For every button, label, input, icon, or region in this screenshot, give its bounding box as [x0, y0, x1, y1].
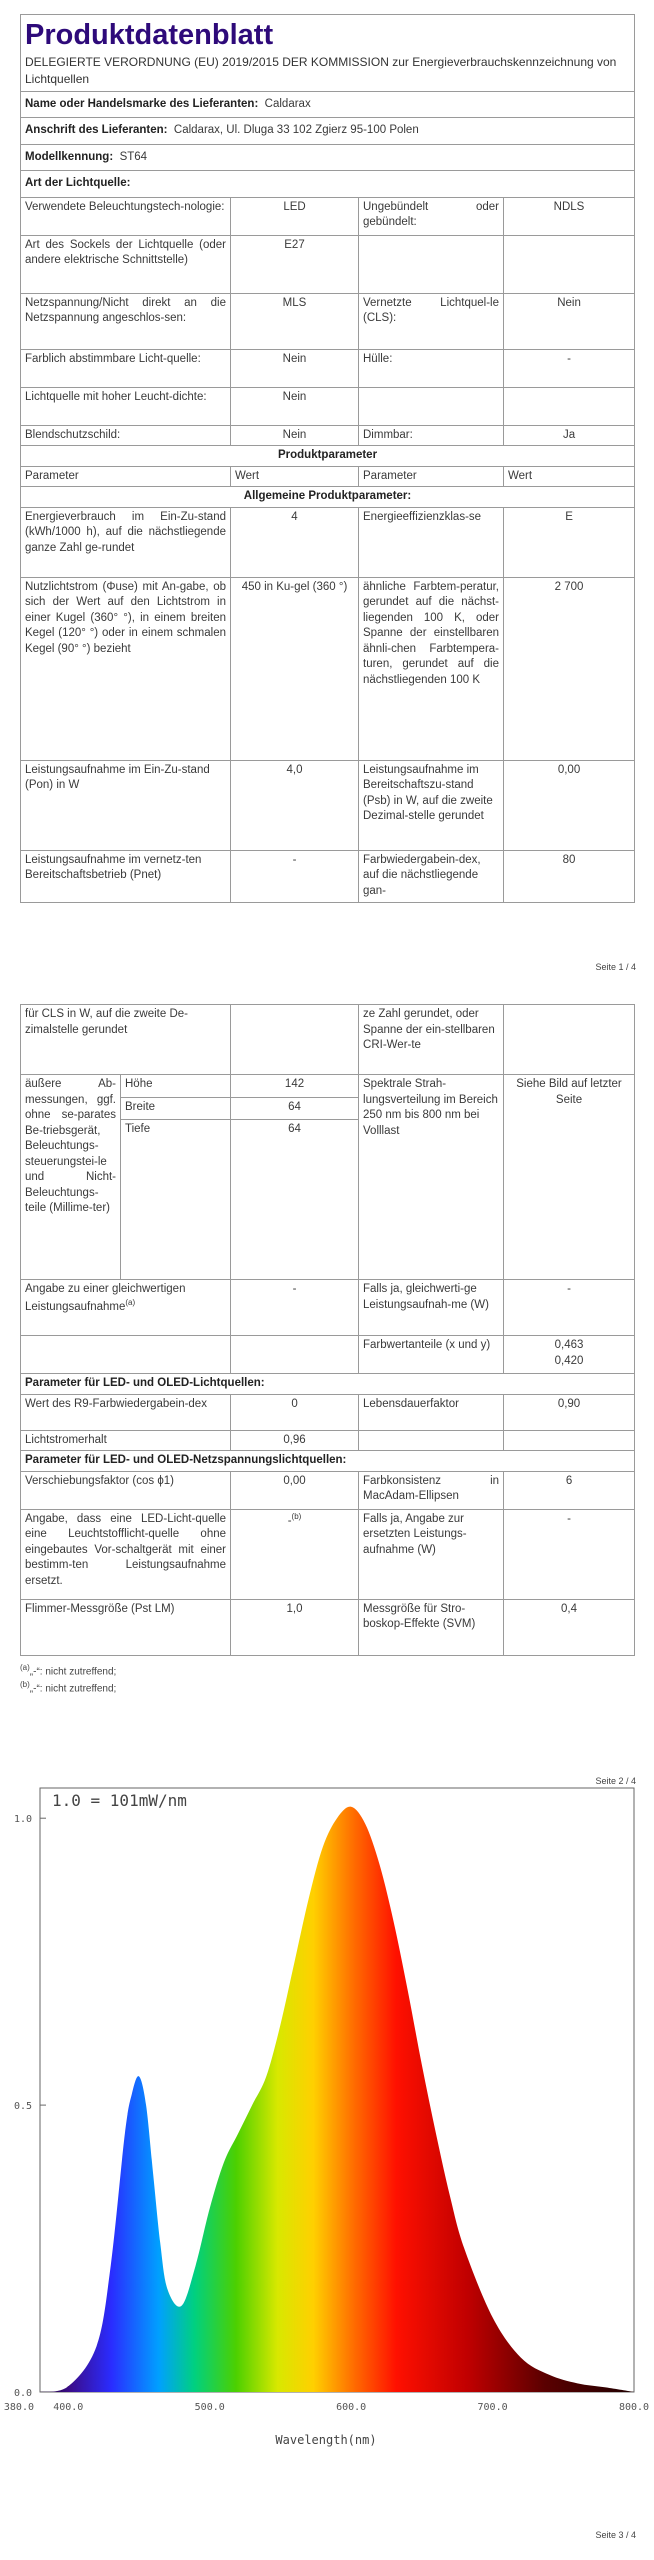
model-label: Modellkennung:: [25, 150, 114, 163]
row-value: E27: [231, 235, 359, 293]
row-value: 0,00: [504, 760, 635, 850]
row-value: 1,0: [231, 1599, 359, 1655]
y-tick-label: 1.0: [14, 1814, 33, 1826]
row-label: Verwendete Beleuchtungstech-nologie:: [21, 197, 231, 235]
table-row: [21, 1394, 635, 1430]
row-label: Leistungsaufnahme im Ein-Zu-stand (Pon) in W: [21, 760, 231, 850]
page-number: Seite 2 / 4: [595, 1776, 636, 1786]
row-value: 6: [504, 1471, 635, 1509]
supplier-name-row: [21, 91, 635, 118]
row-label: Lichtstromerhalt: [21, 1430, 231, 1451]
x-tick-label: 400.0: [53, 2402, 84, 2413]
supplier-address-row: [21, 118, 635, 145]
row-value: Nein: [231, 425, 359, 446]
led-params-heading: Parameter für LED- und OLED-Lichtquellen:: [21, 1374, 635, 1395]
row-label: ze Zahl gerundet, oder Spanne der ein-stellbaren CRI-Wer-te: [359, 1005, 504, 1075]
x-tick-label: 500.0: [194, 2402, 225, 2413]
y-tick-label: 0.5: [14, 2101, 33, 2113]
row-value: [231, 1005, 359, 1075]
general-params-heading: Allgemeine Produktparameter:: [21, 487, 635, 508]
page-number: Seite 3 / 4: [595, 2530, 636, 2540]
datasheet-table-page2: [20, 1004, 635, 1656]
replace-value: -: [287, 1514, 292, 1527]
col-header-value: Wert: [504, 466, 635, 487]
row-label: Energieverbrauch im Ein-Zu-stand (kWh/1000 h), auf die nächstliegende ganze Zahl ge-rundet: [21, 507, 231, 577]
row-value: 4: [231, 507, 359, 577]
x-tick-label: 380.0: [3, 2402, 34, 2413]
table-row: [21, 197, 635, 235]
page-1: [20, 14, 634, 903]
row-value: -: [231, 1280, 359, 1336]
dim-name: Tiefe: [121, 1120, 231, 1280]
row-value: [504, 235, 635, 293]
row-label: Farblich abstimmbare Licht-quelle:: [21, 349, 231, 387]
x-tick-label: 800.0: [618, 2402, 650, 2413]
supplier-name-value: Caldarax: [264, 97, 311, 110]
y-tick-label: 0.0: [14, 2388, 33, 2399]
row-value: [504, 387, 635, 425]
light-source-heading: Art der Lichtquelle:: [21, 171, 635, 198]
footnote-marker: (b): [20, 1679, 30, 1689]
page-number: Seite 1 / 4: [595, 962, 636, 972]
row-label: Leistungsaufnahme im vernetz-ten Bereitschaftsbetrieb (Pnet): [21, 850, 231, 902]
row-value: -: [231, 850, 359, 902]
chart-annotation: 1.0 = 101mW/nm: [52, 1791, 187, 1810]
row-value: 0,90: [504, 1394, 635, 1430]
footnote-a: [20, 1662, 634, 1679]
row-value: 2 700: [504, 577, 635, 760]
mains-params-heading: Parameter für LED- und OLED-Netzspannungslichtquellen:: [21, 1451, 635, 1472]
row-label: Ungebündelt oder gebündelt:: [359, 197, 504, 235]
row-value: NDLS: [504, 197, 635, 235]
row-label: Wert des R9-Farbwiedergabein-dex: [21, 1394, 231, 1430]
row-label: Netzspannung/Nicht direkt an die Netzspannung angeschlos-sen:: [21, 293, 231, 349]
row-value: [504, 1005, 635, 1075]
row-value: 4,0: [231, 760, 359, 850]
row-label: [21, 1280, 231, 1336]
table-row: [21, 1336, 635, 1374]
row-value: Nein: [231, 349, 359, 387]
row-value: LED: [231, 197, 359, 235]
row-value: [231, 1336, 359, 1374]
row-value: 80: [504, 850, 635, 902]
col-header-param: Parameter: [359, 466, 504, 487]
spectrum-chart: [0, 1776, 654, 2456]
row-label: [359, 235, 504, 293]
row-label: Flimmer-Messgröße (Pst LM): [21, 1599, 231, 1655]
table-row: [21, 760, 635, 850]
col-header-value: Wert: [231, 466, 359, 487]
row-label: [21, 1336, 231, 1374]
row-label: Energieeffizienzklas-se: [359, 507, 504, 577]
row-value: -: [504, 1509, 635, 1599]
row-label: Nutzlichtstrom (Φuse) mit An-gabe, ob sich der Wert auf den Lichtstrom in einer Kugel (360° °), in einem breiten Kegel (120° °) oder in einem schmalen Kegel (90° °) bezieht: [21, 577, 231, 760]
footnote-text: „-“: nicht zutreffend;: [29, 1665, 117, 1677]
spectral-value: Siehe Bild auf letzter Seite: [504, 1075, 635, 1280]
table-row: [21, 850, 635, 902]
supplier-address-label: Anschrift des Lieferanten:: [25, 124, 168, 137]
product-params-heading: Produktparameter: [21, 446, 635, 467]
footnote-b: [20, 1679, 634, 1696]
chroma-x: 0,463: [554, 1339, 584, 1351]
table-row: [21, 1509, 635, 1599]
dim-name: Breite: [121, 1097, 231, 1120]
row-label: Verschiebungsfaktor (cos ϕ1): [21, 1471, 231, 1509]
row-label: Falls ja, Angabe zur ersetzten Leistungs-aufnahme (W): [359, 1509, 504, 1599]
row-value: 0,4: [504, 1599, 635, 1655]
footnote-ref: (b): [291, 1511, 302, 1521]
supplier-name-label: Name oder Handelsmarke des Lieferanten:: [25, 97, 259, 110]
x-axis-label: Wavelength(nm): [275, 2433, 377, 2447]
footnote-text: „-“: nicht zutreffend;: [29, 1683, 117, 1695]
row-value: 0,00: [231, 1471, 359, 1509]
table-row: [21, 425, 635, 446]
x-tick-label: 700.0: [477, 2402, 508, 2413]
table-row: [21, 387, 635, 425]
table-row: [21, 1471, 635, 1509]
dim-value: 142: [231, 1075, 359, 1098]
row-label: Vernetzte Lichtquel-le (CLS):: [359, 293, 504, 349]
row-value: [504, 1430, 635, 1451]
row-label: Blendschutzschild:: [21, 425, 231, 446]
row-value: E: [504, 507, 635, 577]
col-header-param: Parameter: [21, 466, 231, 487]
table-row: [21, 1280, 635, 1336]
table-row: [21, 1599, 635, 1655]
footnotes: [20, 1662, 634, 1697]
row-value: -: [504, 1280, 635, 1336]
row-label: Lichtquelle mit hoher Leucht-dichte:: [21, 387, 231, 425]
row-value: [504, 1336, 635, 1374]
row-label: Farbwertanteile (x und y): [359, 1336, 504, 1374]
equiv-label: Angabe zu einer gleichwertigen Leistungsaufnahme: [25, 1283, 186, 1313]
row-value: Nein: [504, 293, 635, 349]
datasheet-table-page1: [20, 14, 635, 903]
footnote-marker: (a): [20, 1662, 30, 1672]
row-value: MLS: [231, 293, 359, 349]
row-value: 0: [231, 1394, 359, 1430]
table-row: [21, 293, 635, 349]
row-label: Messgröße für Stro-boskop-Effekte (SVM): [359, 1599, 504, 1655]
dim-name: Höhe: [121, 1075, 231, 1098]
row-label: Lebensdauerfaktor: [359, 1394, 504, 1430]
row-label: Farbkonsistenz in MacAdam-Ellipsen: [359, 1471, 504, 1509]
footnote-ref: (a): [125, 1297, 136, 1307]
spectrum-area: [40, 1807, 634, 2392]
row-value: -: [504, 349, 635, 387]
row-label: [359, 1430, 504, 1451]
table-row: [21, 577, 635, 760]
spectral-label: Spektrale Strah-lungsverteilung im Bereich 250 nm bis 800 nm bei Volllast: [359, 1075, 504, 1280]
column-header-row: [21, 466, 635, 487]
row-value: 0,96: [231, 1430, 359, 1451]
x-tick-label: 600.0: [336, 2402, 367, 2413]
regulation-subtitle: DELEGIERTE VERORDNUNG (EU) 2019/2015 DER KOMMISSION zur Energieverbrauchskennzeichnung von Lichtquellen: [25, 55, 617, 86]
row-label: für CLS in W, auf die zweite De-zimalstelle gerundet: [21, 1005, 231, 1075]
row-label: Art des Sockels der Lichtquelle (oder andere elektrische Schnittstelle): [21, 235, 231, 293]
row-label: Leistungsaufnahme im Bereitschaftszu-stand (Psb) in W, auf die zweite Dezimal-stelle gerundet: [359, 760, 504, 850]
row-label: ähnliche Farbtem-peratur, gerundet auf die nächst-liegenden 100 K, oder Spanne der einstellbaren ähnli-chen Farbtempera-turen, gerundet auf die nächstliegenden 100 K: [359, 577, 504, 760]
table-row: [21, 235, 635, 293]
dim-value: 64: [231, 1097, 359, 1120]
table-row: [21, 507, 635, 577]
table-row: [21, 1430, 635, 1451]
row-value: Nein: [231, 387, 359, 425]
chroma-y: 0,420: [554, 1354, 584, 1367]
page-title: Produktdatenblatt: [25, 19, 274, 51]
row-value: Ja: [504, 425, 635, 446]
row-label: Falls ja, gleichwerti-ge Leistungsaufnah-me (W): [359, 1280, 504, 1336]
supplier-address-value: Caldarax, Ul. Dluga 33 102 Zgierz 95-100 Polen: [173, 124, 419, 137]
row-label: Hülle:: [359, 349, 504, 387]
row-value: 450 in Ku-gel (360 °): [231, 577, 359, 760]
row-label: Dimmbar:: [359, 425, 504, 446]
row-label: Angabe, dass eine LED-Licht-quelle eine Leuchtstofflicht-quelle ohne eingebautes Vor-schaltgerät mit einer bestimm-ten Leistungsaufnahme ersetzt.: [21, 1509, 231, 1599]
table-row: [21, 1075, 635, 1098]
model-value: ST64: [119, 150, 148, 163]
row-value: [231, 1509, 359, 1599]
page-2: [20, 1004, 634, 1696]
row-label: [359, 387, 504, 425]
dimensions-label: äußere Ab-messungen, ggf. ohne se-parates Be-triebsgerät, Beleuchtungs-steuerungstei-le und Nicht-Beleuchtungs-teile (Millime-ter): [21, 1075, 121, 1280]
table-row: [21, 1005, 635, 1075]
model-row: [21, 144, 635, 171]
row-label: Farbwiedergabein-dex, auf die nächstliegende gan-: [359, 850, 504, 902]
dim-value: 64: [231, 1120, 359, 1280]
table-row: [21, 349, 635, 387]
y-axis-ticks: [14, 1814, 46, 2399]
